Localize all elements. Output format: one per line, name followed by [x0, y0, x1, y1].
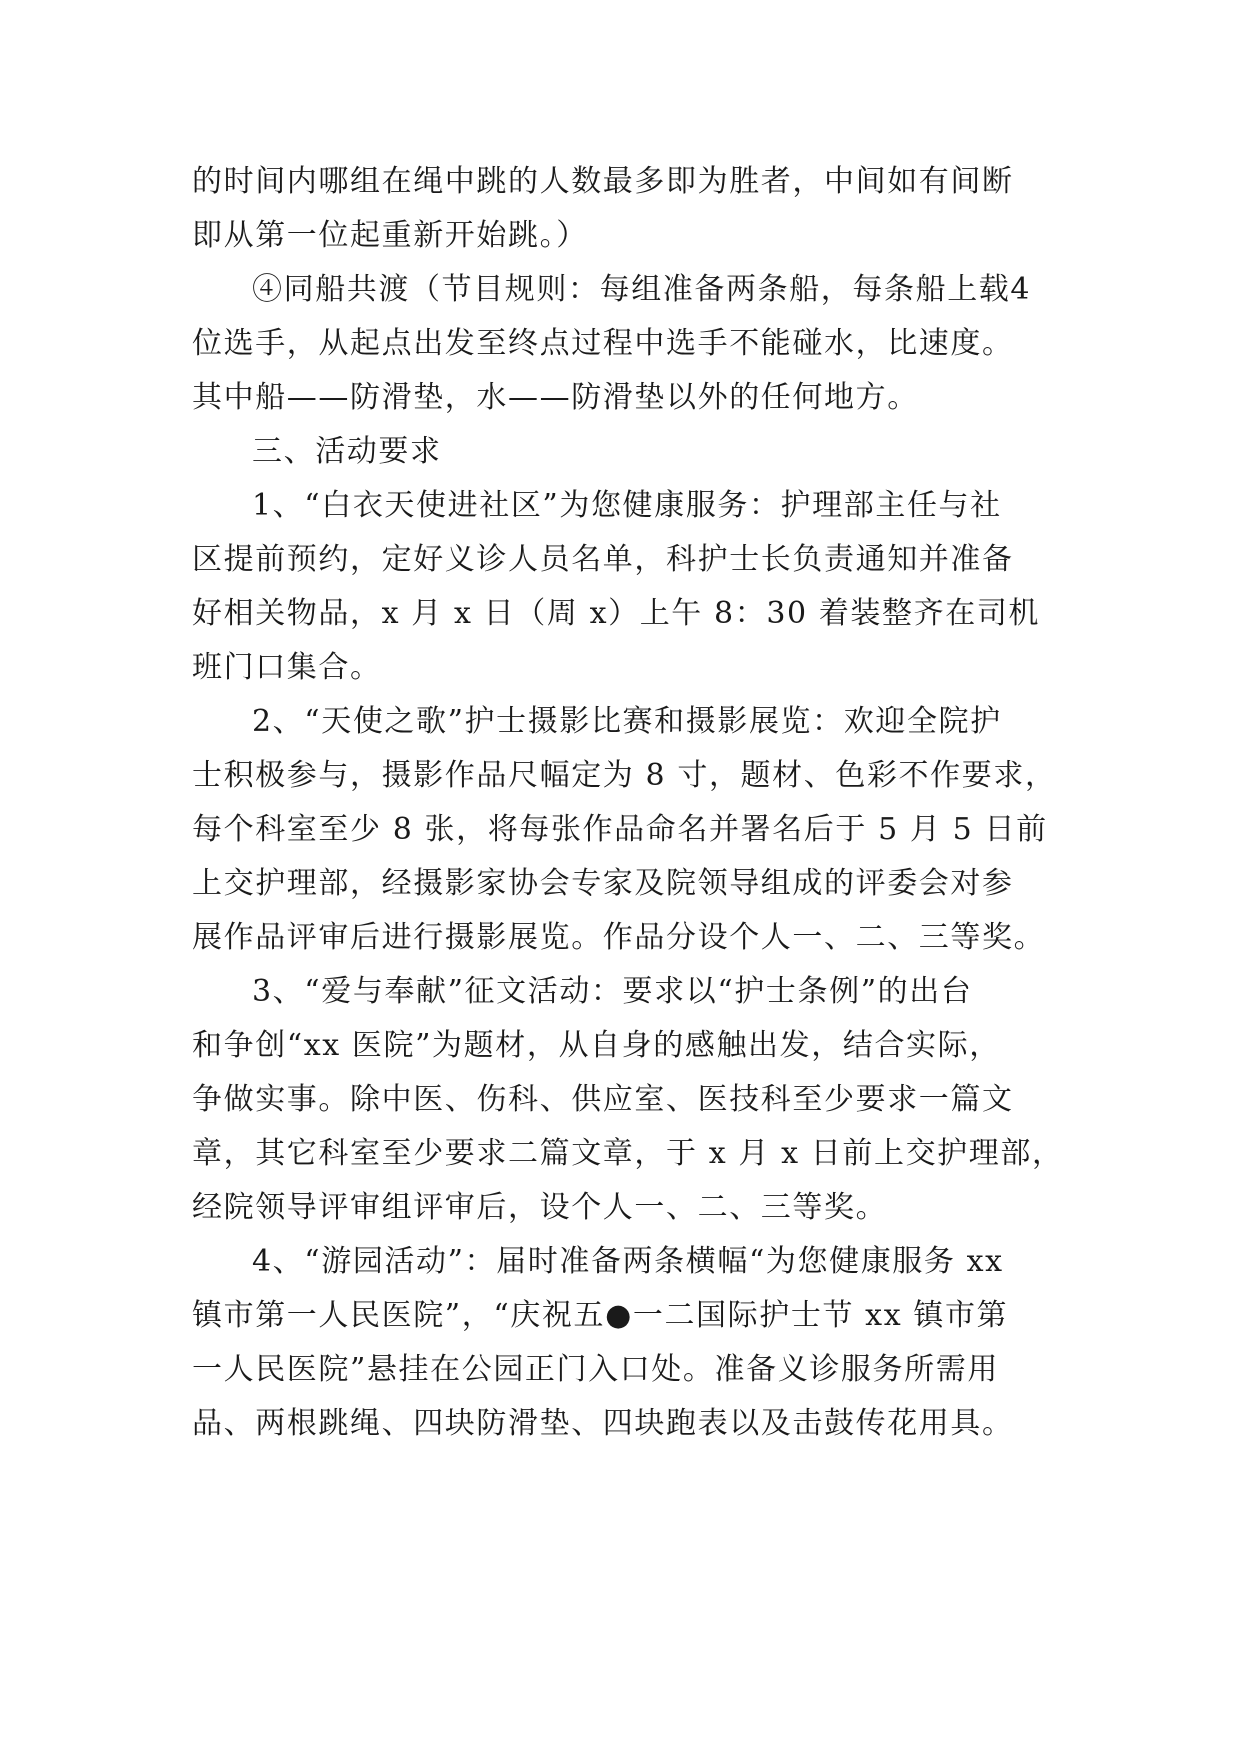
body-line: 位选手，从起点出发至终点过程中选手不能碰水，比速度。 — [192, 326, 1014, 361]
body-line: 镇市第一人民医院”，“庆祝五●一二国际护士节 xx 镇市第 — [192, 1298, 1009, 1333]
body-line: 上交护理部，经摄影家协会专家及院领导组成的评委会对参 — [192, 866, 1014, 901]
body-line: 其中船——防滑垫，水——防滑垫以外的任何地方。 — [192, 380, 919, 415]
body-line: 4、“游园活动”：届时准备两条横幅“为您健康服务 xx — [252, 1244, 1004, 1279]
section-heading: 三、活动要求 — [252, 434, 442, 469]
body-line: 即从第一位起重新开始跳。） — [192, 218, 588, 253]
body-line: 1、“白衣天使进社区”为您健康服务：护理部主任与社 — [252, 488, 1002, 523]
body-line: 好相关物品，x 月 x 日（周 x）上午 8：30 着装整齐在司机 — [192, 596, 1041, 631]
body-line: 章，其它科室至少要求二篇文章，于 x 月 x 日前上交护理部， — [192, 1136, 1064, 1171]
body-line: 争做实事。除中医、伤科、供应室、医技科至少要求一篇文 — [192, 1082, 1014, 1117]
body-line: 区提前预约，定好义诊人员名单，科护士长负责通知并准备 — [192, 542, 1014, 577]
body-line: ④同船共渡（节目规则：每组准备两条船，每条船上载4 — [252, 272, 1032, 307]
body-line: 3、“爱与奉献”征文活动：要求以“护士条例”的出台 — [252, 974, 973, 1009]
body-line: 经院领导评审组评审后，设个人一、二、三等奖。 — [192, 1190, 888, 1225]
body-line: 士积极参与，摄影作品尺幅定为 8 寸，题材、色彩不作要求， — [192, 758, 1057, 793]
body-line: 一人民医院”悬挂在公园正门入口处。准备义诊服务所需用 — [192, 1352, 999, 1387]
body-line: 2、“天使之歌”护士摄影比赛和摄影展览：欢迎全院护 — [252, 704, 1002, 739]
body-line: 和争创“xx 医院”为题材，从自身的感触出发，结合实际， — [192, 1028, 1001, 1063]
body-line: 展作品评审后进行摄影展览。作品分设个人一、二、三等奖。 — [192, 920, 1046, 955]
body-line: 每个科室至少 8 张，将每张作品命名并署名后于 5 月 5 日前 — [192, 812, 1048, 847]
body-line: 班门口集合。 — [192, 650, 382, 685]
body-line: 的时间内哪组在绳中跳的人数最多即为胜者，中间如有间断 — [192, 164, 1014, 199]
body-line: 品、两根跳绳、四块防滑垫、四块跑表以及击鼓传花用具。 — [192, 1406, 1014, 1441]
